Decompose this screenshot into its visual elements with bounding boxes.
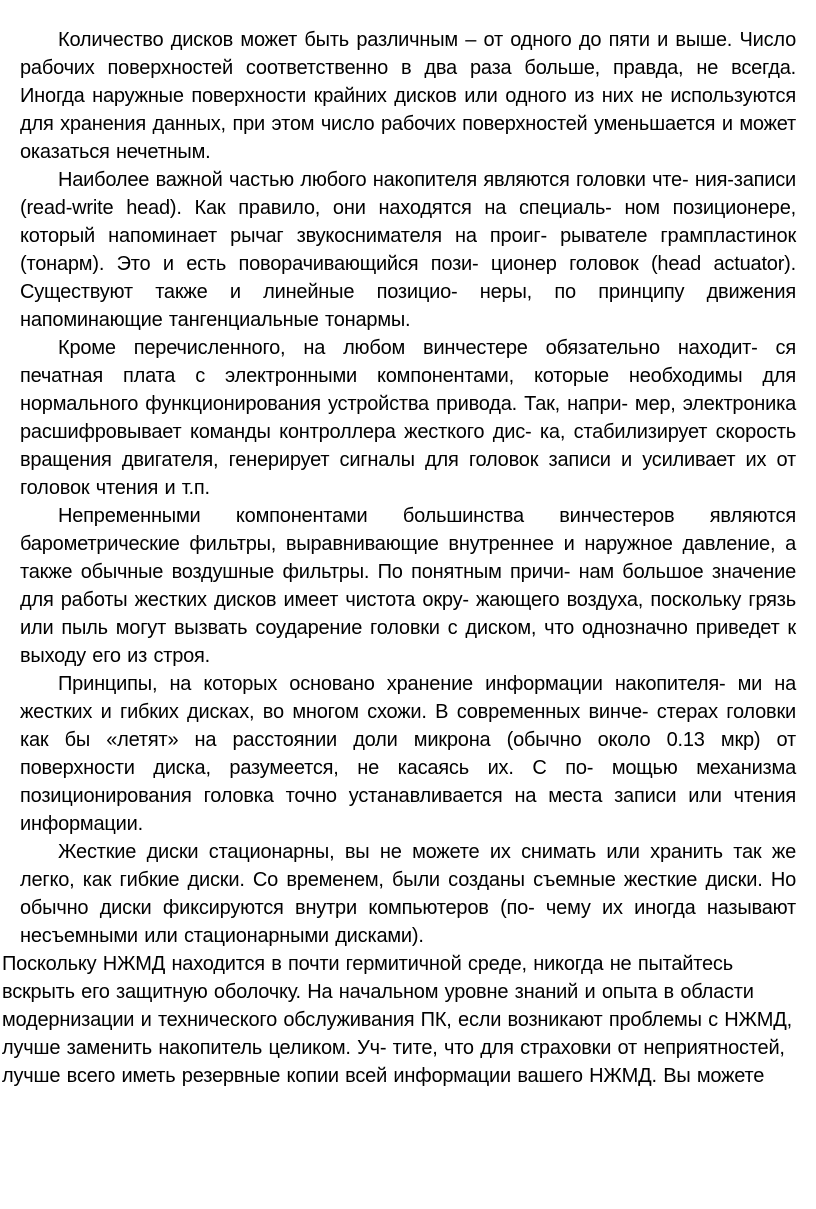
paragraph-read-write-heads: Наиболее важной частью любого накопителя являются головки чте- ния-записи (read-write head). Как правило, они находятся на специаль- ном позиционере, который напоминает рычаг звукоснимателя на проиг- рывателе грампластинок (тонарм). Это и есть поворачивающийся пози- ционер головок (head actuator). Существуют также и линейные позицио- неры, по принципу движения напоминающие тангенциальные тонармы. <box>20 169 796 331</box>
paragraph-disk-count: Количество дисков может быть различным – от одного до пяти и выше. Число рабочих поверхностей соответственно в два раза больше, правда, не всегда. Иногда наружные поверхности крайних дисков или одного из них не используются для хранения данных, при этом число рабочих поверхностей уменьшается и может оказаться нечетным. <box>20 29 796 163</box>
paragraph-storage-principles: Принципы, на которых основано хранение информации накопителя- ми на жестких и гибких дисках, во многом схожи. В современных винче- стерах головки как бы «летят» на расстоянии доли микрона (обычно около 0.13 мкр) от поверхности диска, разумеется, не касаясь их. С по- мощью механизма позиционирования головка точно устанавливается на места записи или чтения информации. <box>20 673 796 835</box>
paragraph-filters: Непременными компонентами большинства винчестеров являются барометрические фильтры, выравнивающие внутреннее и наружное давление, а также обычные воздушные фильтры. По понятным причи- нам большое значение для работы жестких дисков имеет чистота окру- жающего воздуха, поскольку грязь или пыль могут вызвать соударение головки с диском, что однозначно приведет к выходу его из строя. <box>20 505 796 667</box>
paragraph-circuit-board: Кроме перечисленного, на любом винчестере обязательно находит- ся печатная плата с электронными компонентами, которые необходимы для нормального функционирования устройства привода. Так, напри- мер, электроника расшифровывает команды контроллера жесткого дис- ка, стабилизирует скорость вращения двигателя, генерирует сигналы для головок записи и усиливает их от головок чтения и т.п. <box>20 337 796 499</box>
paragraph-sealed-environment: Поскольку НЖМД находится в почти гермитичной среде, никогда не пытайтесь вскрыть его защитную оболочку. На начальном уровне знаний и опыта в области модернизации и технического обслуживания ПК, если возникают проблемы с НЖМД, лучше заменить накопитель целиком. Уч- тите, что для страховки от неприятностей, лучше всего иметь резервные копии всей информации вашего НЖМД. Вы можете <box>2 953 792 1087</box>
paragraph-stationary-disks: Жесткие диски стационарны, вы не можете их снимать или хранить так же легко, как гибкие диски. Со временем, были созданы съемные жесткие диски. Но обычно диски фиксируются внутри компьютеров (по- чему их иногда называют несъемными или стационарными дисками). <box>20 841 796 947</box>
